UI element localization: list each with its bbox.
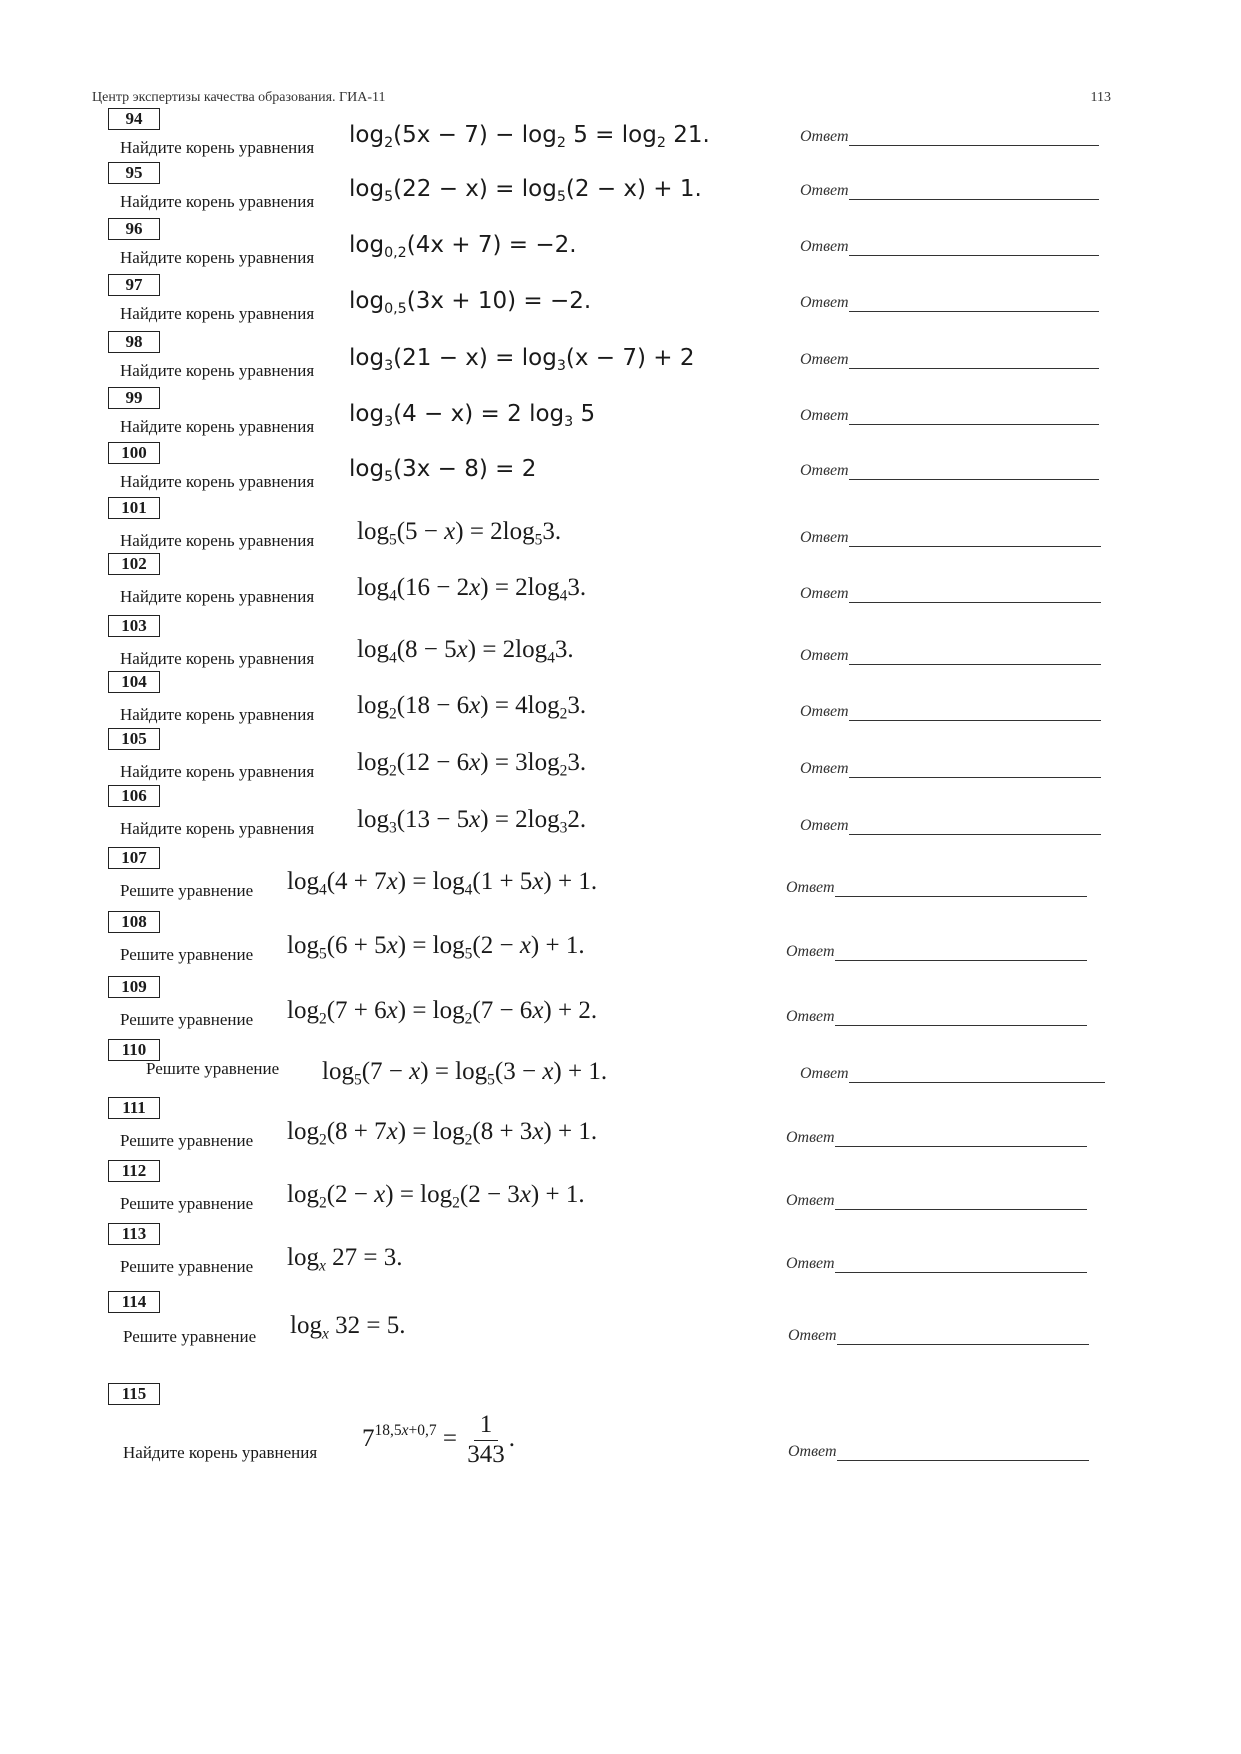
problem-prompt: Решите уравнение <box>120 945 254 964</box>
answer-label: Ответ <box>800 294 849 311</box>
answer-field[interactable] <box>800 1065 1105 1083</box>
answer-input-line[interactable] <box>835 1258 1087 1273</box>
answer-label: Ответ <box>800 647 849 664</box>
answer-field[interactable] <box>800 585 1101 603</box>
answer-field[interactable] <box>800 294 1099 312</box>
problem-number: 102 <box>108 553 160 575</box>
problem-prompt: Найдите корень уравнения <box>120 587 315 606</box>
problem-prompt: Найдите корень уравнения <box>120 649 315 668</box>
problem-equation: $\log_{0,5}(3x + 10) = -2$. <box>349 288 592 317</box>
problem-number: 112 <box>108 1160 160 1182</box>
problem-number: 103 <box>108 615 160 637</box>
page-number: 113 <box>1090 90 1111 105</box>
answer-field[interactable] <box>786 943 1087 961</box>
problem-equation: $\log_2(5x - 7) - \log_2 5 = \log_2 21$. <box>349 122 710 151</box>
answer-input-line[interactable] <box>835 946 1087 961</box>
problem-equation: $\log_x 27 = 3$. <box>287 1244 403 1275</box>
answer-input-line[interactable] <box>849 820 1101 835</box>
problem-equation: $\log_4(16 - 2x) = 2\log_43$. <box>357 574 587 605</box>
problem-equation: $\log_3(4 - x) = 2$ $\log_3 5$ <box>349 401 596 430</box>
answer-field[interactable] <box>788 1327 1089 1345</box>
problem-equation: $\log_4(4 + 7x) = \log_4(1 + 5x) + 1$. <box>287 868 598 899</box>
problem-number: 101 <box>108 497 160 519</box>
problem-prompt: Найдите корень уравнения <box>123 1443 318 1462</box>
answer-field[interactable] <box>786 1255 1087 1273</box>
answer-input-line[interactable] <box>849 131 1099 146</box>
answer-label: Ответ <box>800 1065 849 1082</box>
answer-label: Ответ <box>800 760 849 777</box>
answer-label: Ответ <box>786 943 835 960</box>
problem-number: 114 <box>108 1291 160 1313</box>
answer-input-line[interactable] <box>849 185 1099 200</box>
answer-label: Ответ <box>800 128 849 145</box>
answer-input-line[interactable] <box>849 650 1101 665</box>
answer-field[interactable] <box>800 529 1101 547</box>
problem-prompt: Найдите корень уравнения <box>120 192 315 211</box>
answer-field[interactable] <box>786 1129 1087 1147</box>
problem-number: 115 <box>108 1383 160 1405</box>
problem-number: 104 <box>108 671 160 693</box>
answer-input-line[interactable] <box>835 1011 1087 1026</box>
problem-prompt: Решите уравнение <box>120 1257 254 1276</box>
answer-field[interactable] <box>786 1192 1087 1210</box>
answer-label: Ответ <box>788 1327 837 1344</box>
answer-field[interactable] <box>786 879 1087 897</box>
answer-label: Ответ <box>800 817 849 834</box>
answer-input-line[interactable] <box>837 1446 1089 1461</box>
answer-label: Ответ <box>800 703 849 720</box>
problem-prompt: Найдите корень уравнения <box>120 304 315 323</box>
problem-equation: $\log_2(8 + 7x) = \log_2(8 + 3x) + 1$. <box>287 1118 598 1149</box>
answer-label: Ответ <box>786 1129 835 1146</box>
problem-number: 94 <box>108 108 160 130</box>
problem-equation: $\log_2(18 - 6x) = 4\log_23$. <box>357 692 587 723</box>
problem-prompt: Решите уравнение <box>146 1059 280 1078</box>
answer-input-line[interactable] <box>849 1068 1105 1083</box>
page-header-title: Центр экспертизы качества образования. ГИА-11 <box>92 90 386 105</box>
answer-field[interactable] <box>786 1008 1087 1026</box>
problem-prompt: Решите уравнение <box>120 1131 254 1150</box>
answer-label: Ответ <box>800 351 849 368</box>
answer-label: Ответ <box>800 182 849 199</box>
answer-field[interactable] <box>800 182 1099 200</box>
answer-field[interactable] <box>800 760 1101 778</box>
answer-input-line[interactable] <box>837 1330 1089 1345</box>
problem-equation: $\log_5(5 - x) = 2\log_53$. <box>357 518 562 549</box>
answer-input-line[interactable] <box>849 410 1099 425</box>
problem-prompt: Решите уравнение <box>123 1327 257 1346</box>
answer-label: Ответ <box>800 407 849 424</box>
answer-field[interactable] <box>788 1443 1089 1461</box>
answer-field[interactable] <box>800 407 1099 425</box>
answer-input-line[interactable] <box>849 532 1101 547</box>
answer-input-line[interactable] <box>835 1195 1087 1210</box>
problem-prompt: Найдите корень уравнения <box>120 138 315 157</box>
problem-prompt: Решите уравнение <box>120 1010 254 1029</box>
problem-equation: $\log_5(6 + 5x) = \log_5(2 - x) + 1$. <box>287 932 585 963</box>
problem-equation: $\log_5(3x - 8) = 2$ <box>349 456 537 485</box>
problem-equation: $7^{18,5x+0,7}$ = $\frac{1}{343}$ . <box>362 1411 515 1468</box>
problem-prompt: Найдите корень уравнения <box>120 819 315 838</box>
problem-equation: $\log_5(7 - x) = \log_5(3 - x) + 1$. <box>322 1058 608 1089</box>
answer-label: Ответ <box>800 585 849 602</box>
answer-label: Ответ <box>800 529 849 546</box>
answer-label: Ответ <box>786 1255 835 1272</box>
answer-input-line[interactable] <box>849 763 1101 778</box>
answer-label: Ответ <box>786 1192 835 1209</box>
problem-equation: $\log_3(13 - 5x) = 2\log_32$. <box>357 806 587 837</box>
problem-number: 108 <box>108 911 160 933</box>
answer-field[interactable] <box>800 647 1101 665</box>
problem-number: 110 <box>108 1039 160 1061</box>
answer-input-line[interactable] <box>835 1132 1087 1147</box>
problem-number: 113 <box>108 1223 160 1245</box>
answer-input-line[interactable] <box>835 882 1087 897</box>
problem-equation: $\log_{0,2}(4x + 7) = -2$. <box>349 232 577 261</box>
answer-input-line[interactable] <box>849 354 1099 369</box>
problem-number: 106 <box>108 785 160 807</box>
problem-prompt: Найдите корень уравнения <box>120 531 315 550</box>
problem-equation: $\log_3(21 - x) = \log_3(x - 7) + 2$ <box>349 345 695 374</box>
problem-prompt: Решите уравнение <box>120 1194 254 1213</box>
problem-equation: $\log_2(7 + 6x) = \log_2(7 - 6x) + 2$. <box>287 997 598 1028</box>
answer-label: Ответ <box>788 1443 837 1460</box>
problem-number: 109 <box>108 976 160 998</box>
problem-prompt: Решите уравнение <box>120 881 254 900</box>
problem-prompt: Найдите корень уравнения <box>120 762 315 781</box>
problem-number: 111 <box>108 1097 160 1119</box>
problem-equation: $\log_4(8 - 5x) = 2\log_43$. <box>357 636 574 667</box>
problem-prompt: Найдите корень уравнения <box>120 705 315 724</box>
answer-input-line[interactable] <box>849 465 1099 480</box>
problem-number: 107 <box>108 847 160 869</box>
problem-prompt: Найдите корень уравнения <box>120 361 315 380</box>
answer-field[interactable] <box>800 817 1101 835</box>
problem-number: 99 <box>108 387 160 409</box>
problem-number: 100 <box>108 442 160 464</box>
answer-input-line[interactable] <box>849 588 1101 603</box>
answer-label: Ответ <box>786 1008 835 1025</box>
problem-number: 96 <box>108 218 160 240</box>
problem-equation: $\log_x 32 = 5$. <box>290 1312 406 1343</box>
answer-field[interactable] <box>800 351 1099 369</box>
problem-prompt: Найдите корень уравнения <box>120 472 315 491</box>
problem-number: 97 <box>108 274 160 296</box>
problem-equation: $\log_2(2 - x) = \log_2(2 - 3x) + 1$. <box>287 1181 585 1212</box>
problem-number: 98 <box>108 331 160 353</box>
answer-input-line[interactable] <box>849 706 1101 721</box>
problem-number: 105 <box>108 728 160 750</box>
answer-label: Ответ <box>786 879 835 896</box>
answer-label: Ответ <box>800 462 849 479</box>
answer-field[interactable] <box>800 238 1099 256</box>
answer-input-line[interactable] <box>849 297 1099 312</box>
answer-label: Ответ <box>800 238 849 255</box>
answer-field[interactable] <box>800 462 1099 480</box>
answer-input-line[interactable] <box>849 241 1099 256</box>
problem-prompt: Найдите корень уравнения <box>120 248 315 267</box>
problem-number: 95 <box>108 162 160 184</box>
problem-equation: $\log_2(12 - 6x) = 3\log_23$. <box>357 749 587 780</box>
answer-field[interactable] <box>800 703 1101 721</box>
problem-prompt: Найдите корень уравнения <box>120 417 315 436</box>
problem-equation: $\log_5(22 - x) = \log_5(2 - x) + 1$. <box>349 176 702 205</box>
answer-field[interactable] <box>800 128 1099 146</box>
